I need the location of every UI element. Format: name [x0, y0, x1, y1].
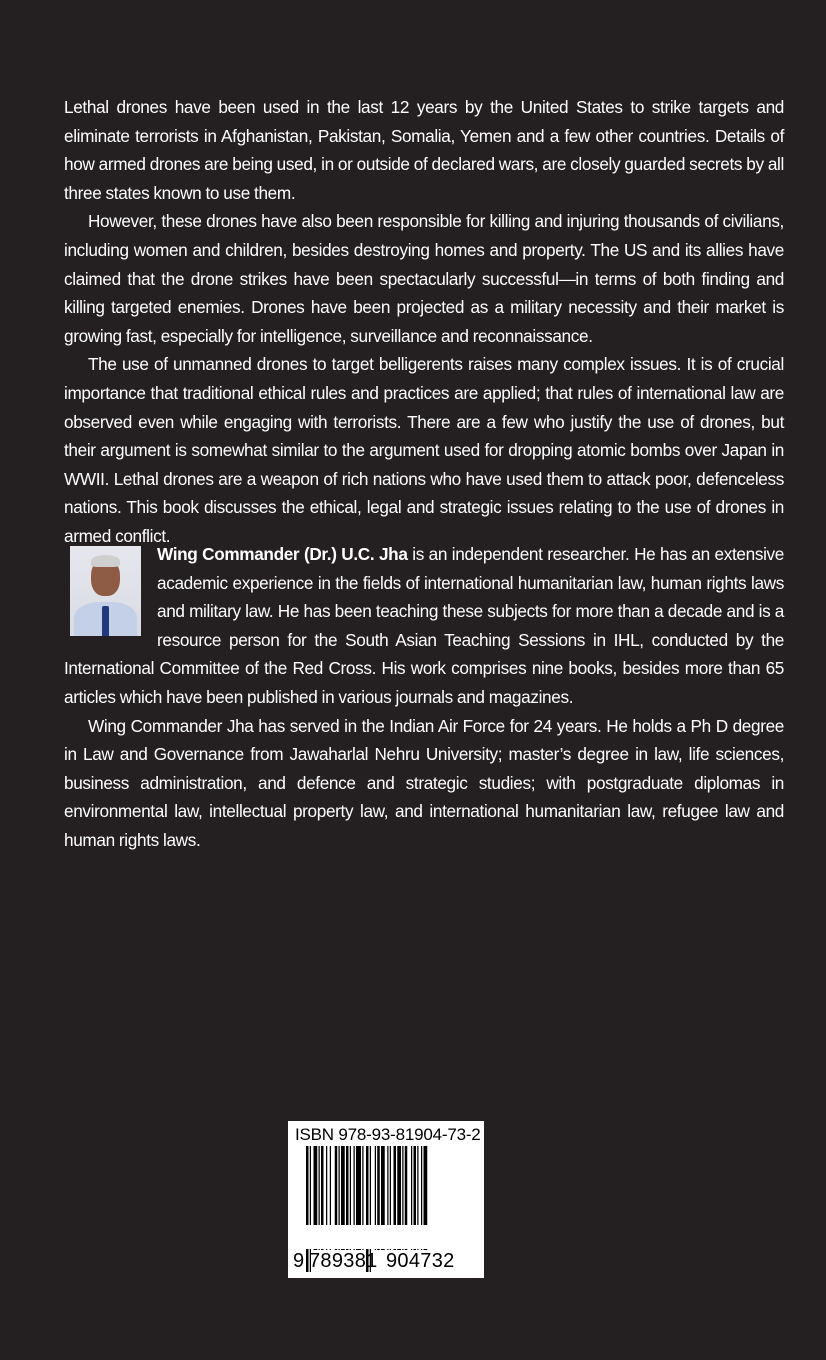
- author-photo: [70, 546, 141, 636]
- author-section: [64, 540, 784, 855]
- blurb-paragraph-2: However, these drones have also been responsible for killing and injuring thousands of civilians, including women and children, besides destroying homes and property. The US and its allies have claimed that the drone strikes have been spectacularly successful—in terms of both finding and killing targeted enemies. Drones have been projected as a military necessity and their market is growing fast, especially for intelligence, surveillance and reconnaissance.: [64, 211, 784, 346]
- barcode-digit-first: 9: [293, 1250, 305, 1272]
- author-bio-paragraph-2: Wing Commander Jha has served in the Indian Air Force for 24 years. He holds a Ph D degree in Law and Governance from Jawaharlal Nehru University; master’s degree in law, life sciences, business administration, and defence and strategic studies; with postgraduate diplomas in environmental law, intellectual property law, and international humanitarian law, refugee law and human rights laws.: [64, 715, 784, 850]
- isbn-barcode-box: [288, 1121, 484, 1278]
- barcode-digits-right: 904732: [386, 1250, 455, 1272]
- barcode-digits-left: 789381: [309, 1250, 378, 1272]
- blurb-paragraph-1: Lethal drones have been used in the last 12 years by the United States to strike targets and eliminate terrorists in Afghanistan, Pakistan, Somalia, Yemen and a few other countries. Details of how armed drones are being used, in or outside of declared wars, are closely guarded secrets by all three states known to use them.: [64, 97, 784, 203]
- author-name: Wing Commander (Dr.) U.C. Jha: [157, 544, 408, 564]
- author-bio-text: is an independent researcher. He has an extensive academic experience in the fields of international humanitarian law, human rights laws and military law. He has been teaching these subjects for more than a decade and is a resource person for the South Asian Teaching Sessions in IHL, conducted by the International Committee of the Red Cross. His work comprises nine books, besides more than 65 articles which have been published in various journals and magazines.: [64, 544, 784, 707]
- blurb-paragraph-3: The use of unmanned drones to target belligerents raises many complex issues. It is of crucial importance that traditional ethical rules and practices are applied; that rules of international law are observed even while engaging with terrorists. There are a few who justify the use of drones, but their argument is somewhat similar to the argument used for dropping atomic bombs over Japan in WWII. Lethal drones are a weapon of rich nations who have used them to attack poor, defenceless nations. This book discusses the ethical, legal and strategic issues relating to the use of drones in armed conflict.: [64, 354, 784, 546]
- isbn-label: ISBN 978-93-81904-73-2: [295, 1125, 481, 1144]
- author-bio-paragraph-1: [64, 540, 784, 712]
- back-cover-blurb: [64, 93, 784, 551]
